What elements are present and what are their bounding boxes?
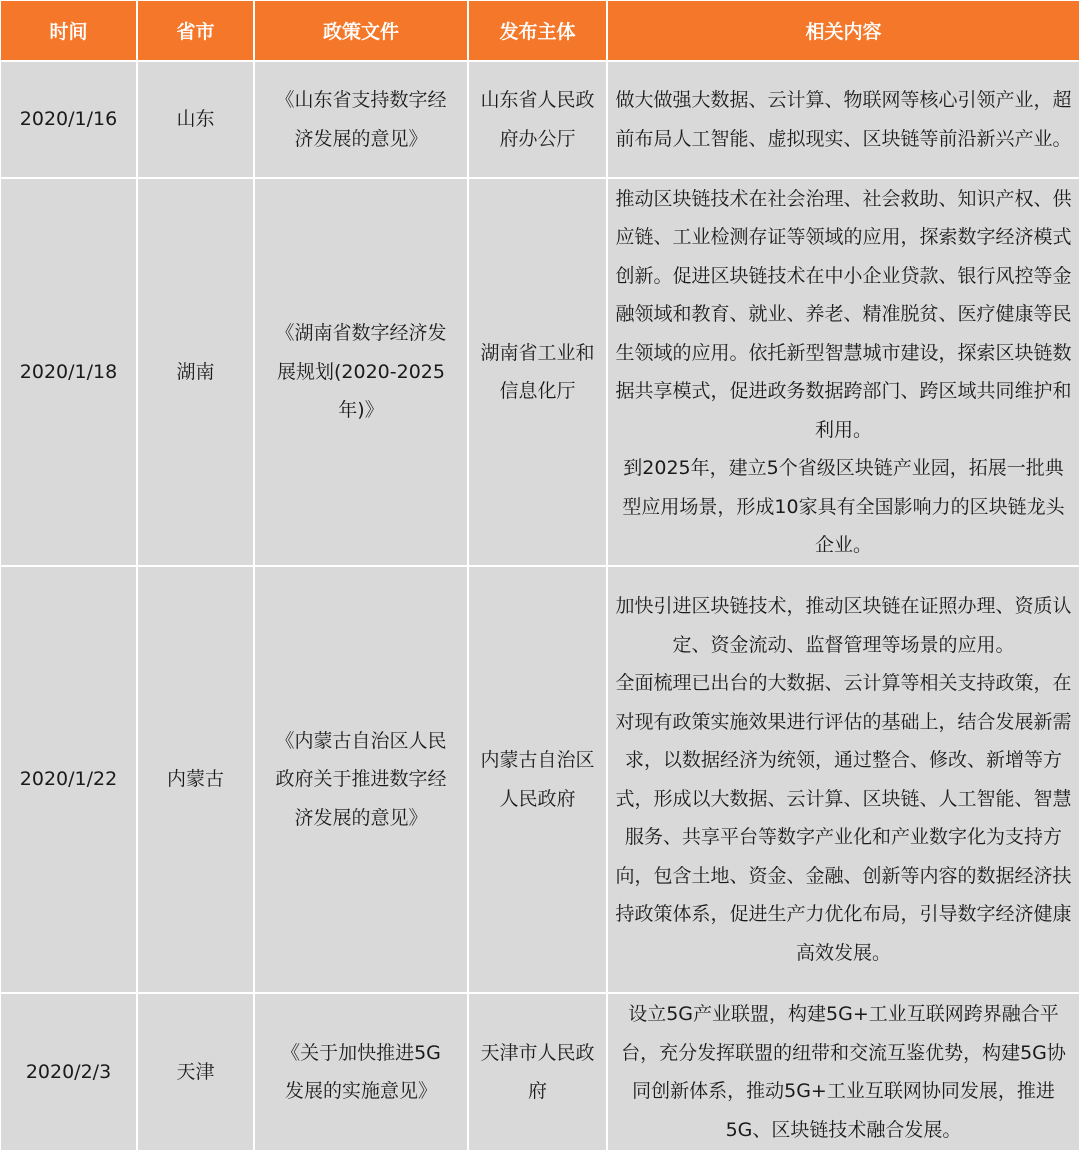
header-province: 省市 — [138, 1, 255, 60]
content-paragraph: 推动区块链技术在社会治理、社会救助、知识产权、供应链、工业检测存证等领域的应用，探索数字经济模式创新。促进区块链技术在中小企业贷款、银行风控等金融领域和教育、就业、养老、精准脱贫、医疗健康等民生领域的应用。依托新型智慧城市建设，探索区块链数据共享模式，促进政务数据跨部门、跨区域共同维护和利用。 — [615, 187, 1072, 441]
policy-text: 《内蒙古自治区人民政府关于推进数字经济发展的意见》 — [275, 729, 447, 829]
table-row — [1, 177, 1079, 565]
cell-time: 2020/1/16 — [1, 60, 138, 177]
issuer-text: 湖南省工业和信息化厅 — [480, 341, 595, 402]
policy-text: 《湖南省数字经济发展规划(2020-2025年)》 — [275, 322, 447, 422]
cell-issuer — [469, 565, 608, 992]
cell-province: 内蒙古 — [138, 565, 255, 992]
cell-province: 山东 — [138, 60, 255, 177]
cell-content — [608, 60, 1079, 177]
cell-issuer — [469, 60, 608, 177]
cell-issuer — [469, 992, 608, 1150]
policy-text: 《山东省支持数字经济发展的意见》 — [275, 89, 447, 150]
header-policy: 政策文件 — [255, 1, 469, 60]
cell-content — [608, 177, 1079, 565]
cell-content — [608, 992, 1079, 1150]
issuer-text: 天津市人民政府 — [480, 1041, 595, 1102]
cell-content — [608, 565, 1079, 992]
table-row — [1, 992, 1079, 1150]
cell-time: 2020/1/22 — [1, 565, 138, 992]
header-time: 时间 — [1, 1, 138, 60]
table-row — [1, 60, 1079, 177]
cell-policy — [255, 992, 469, 1150]
cell-province: 湖南 — [138, 177, 255, 565]
content-paragraph: 做大做强大数据、云计算、物联网等核心引领产业，超前布局人工智能、虚拟现实、区块链等前沿新兴产业。 — [615, 89, 1072, 150]
cell-time: 2020/1/18 — [1, 177, 138, 565]
bottom-margin — [0, 1152, 1080, 1164]
policy-table — [1, 1, 1079, 1150]
header-issuer: 发布主体 — [469, 1, 608, 60]
table-row — [1, 565, 1079, 992]
content-paragraph: 设立5G产业联盟，构建5G+工业互联网跨界融合平台，充分发挥联盟的纽带和交流互鉴优势，构建5G协同创新体系，推动5G+工业互联网协同发展，推进5G、区块链技术融合发展。 — [621, 1003, 1066, 1141]
content-paragraph: 全面梳理已出台的大数据、云计算等相关支持政策，在对现有政策实施效果进行评估的基础上，结合发展新需求，以数据经济为统领，通过整合、修改、新增等方式，形成以大数据、云计算、区块链、人工智能、智慧服务、共享平台等数字产业化和产业数字化为支持方向，包含土地、资金、金融、创新等内容的数据经济扶持政策体系，促进生产力优化布局，引导数字经济健康高效发展。 — [615, 672, 1072, 964]
cell-issuer — [469, 177, 608, 565]
cell-policy — [255, 565, 469, 992]
policy-text: 《关于加快推进5G发展的实施意见》 — [281, 1041, 441, 1102]
header-content: 相关内容 — [608, 1, 1079, 60]
cell-policy — [255, 177, 469, 565]
content-paragraph: 加快引进区块链技术，推动区块链在证照办理、资质认定、资金流动、监督管理等场景的应用。 — [615, 595, 1072, 656]
cell-policy — [255, 60, 469, 177]
content-paragraph: 到2025年，建立5个省级区块链产业园，拓展一批典型应用场景，形成10家具有全国影响力的区块链龙头企业。 — [622, 457, 1065, 556]
issuer-text: 内蒙古自治区人民政府 — [480, 749, 595, 810]
cell-time: 2020/2/3 — [1, 992, 138, 1150]
issuer-text: 山东省人民政府办公厅 — [480, 89, 595, 150]
cell-province: 天津 — [138, 992, 255, 1150]
header-row — [1, 1, 1079, 60]
